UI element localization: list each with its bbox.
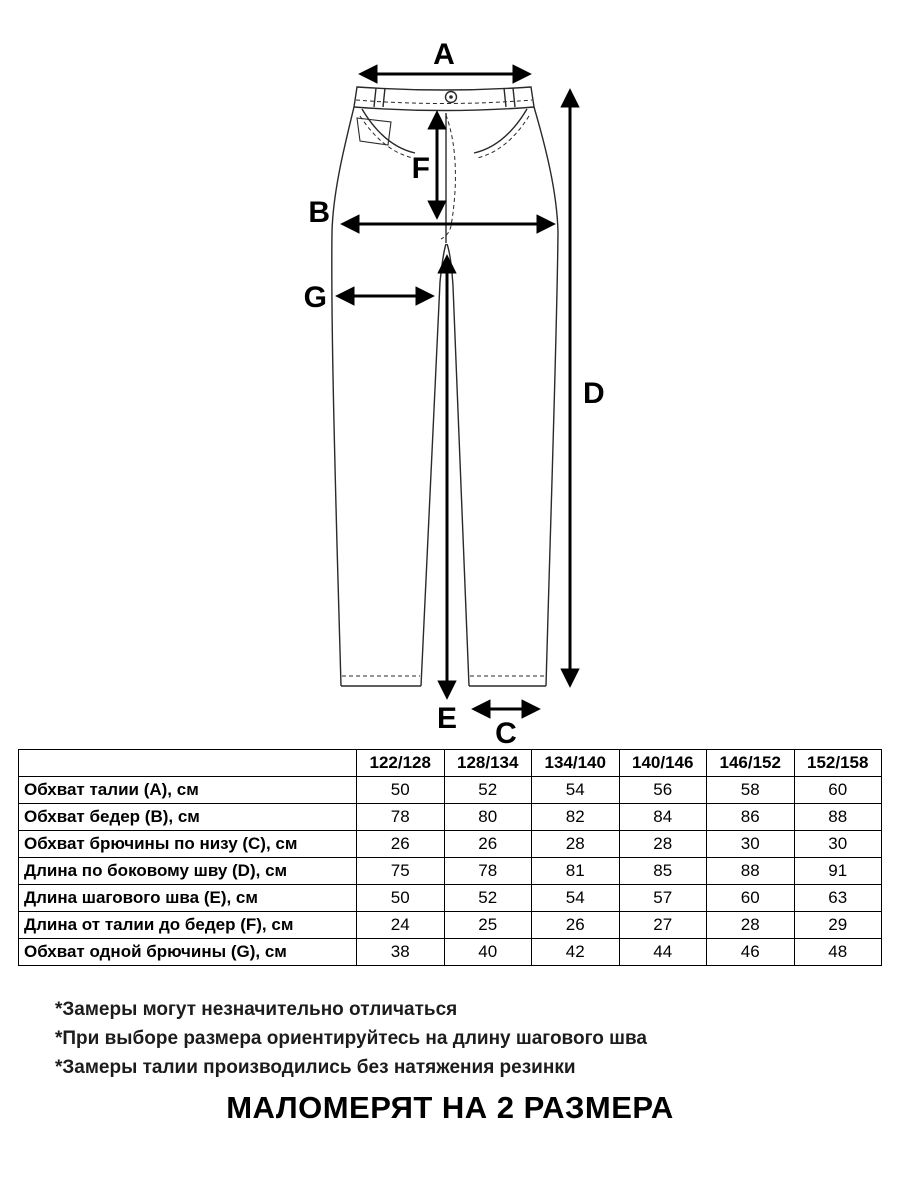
footnote: *Замеры талии производились без натяжения резинки [55,1057,576,1078]
measurement-value: 52 [444,885,532,912]
measurement-value: 50 [357,885,445,912]
measurement-arrows [339,74,570,709]
pants-outline-icon [332,87,558,686]
size-column-header: 140/146 [619,750,707,777]
measurement-value: 38 [357,939,445,966]
footnote: *При выборе размера ориентируйтесь на длину шагового шва [55,1028,647,1049]
measurement-value: 85 [619,858,707,885]
measurement-value: 57 [619,885,707,912]
size-table-header-row [19,750,882,777]
measurement-value: 88 [794,804,882,831]
measurement-value: 50 [357,777,445,804]
measurement-value: 28 [619,831,707,858]
measurement-row [19,885,882,912]
measurement-value: 54 [532,777,620,804]
measurement-value: 80 [444,804,532,831]
label-d: D [583,377,605,410]
measurement-value: 81 [532,858,620,885]
measurement-value: 86 [707,804,795,831]
measurement-label: Длина шагового шва (E), см [19,885,357,912]
measurement-row [19,804,882,831]
measurement-label: Обхват талии (A), см [19,777,357,804]
measurement-value: 24 [357,912,445,939]
measurement-value: 56 [619,777,707,804]
label-c: C [495,717,517,745]
measurement-value: 54 [532,885,620,912]
measurement-value: 60 [794,777,882,804]
measurement-label: Обхват бедер (B), см [19,804,357,831]
measurement-value: 27 [619,912,707,939]
measurement-label: Длина по боковому шву (D), см [19,858,357,885]
measurement-value: 82 [532,804,620,831]
measurement-row [19,858,882,885]
size-column-header: 128/134 [444,750,532,777]
measurement-value: 42 [532,939,620,966]
measurement-value: 26 [532,912,620,939]
corner-cell [19,750,357,777]
size-table-body [19,777,882,966]
measurement-label: Обхват брючины по низу (C), см [19,831,357,858]
measurement-value: 78 [444,858,532,885]
measurement-value: 52 [444,777,532,804]
measurement-row [19,777,882,804]
measurement-value: 91 [794,858,882,885]
measurement-value: 63 [794,885,882,912]
size-column-header: 134/140 [532,750,620,777]
notes [55,995,875,1082]
measurement-value: 44 [619,939,707,966]
measurement-value: 26 [357,831,445,858]
size-column-header: 122/128 [357,750,445,777]
measurement-row [19,831,882,858]
label-f: F [411,152,430,185]
measurement-row [19,912,882,939]
measurement-label: Длина от талии до бедер (F), см [19,912,357,939]
measurement-value: 46 [707,939,795,966]
label-g: G [303,281,327,314]
measurement-value: 30 [794,831,882,858]
size-column-header: 152/158 [794,750,882,777]
label-a: A [433,38,455,71]
measurement-value: 25 [444,912,532,939]
measurement-value: 48 [794,939,882,966]
measurement-value: 78 [357,804,445,831]
measurement-value: 40 [444,939,532,966]
measurement-row [19,939,882,966]
measurement-value: 26 [444,831,532,858]
measurement-value: 75 [357,858,445,885]
measurement-value: 30 [707,831,795,858]
label-b: B [308,196,330,229]
size-column-header: 146/152 [707,750,795,777]
measurement-value: 28 [707,912,795,939]
footnote: *Замеры могут незначительно отличаться [55,999,458,1020]
measurement-value: 60 [707,885,795,912]
size-table-container [18,749,882,966]
size-table [18,749,882,966]
measurement-label: Обхват одной брючины (G), см [19,939,357,966]
label-e: E [436,702,458,735]
measurement-value: 84 [619,804,707,831]
measurement-value: 28 [532,831,620,858]
bottom-title: МАЛОМЕРЯТ НА 2 РАЗМЕРА [226,1090,674,1125]
measurement-value: 58 [707,777,795,804]
measurement-value: 29 [794,912,882,939]
measurement-letters [304,38,605,745]
measurement-value: 88 [707,858,795,885]
